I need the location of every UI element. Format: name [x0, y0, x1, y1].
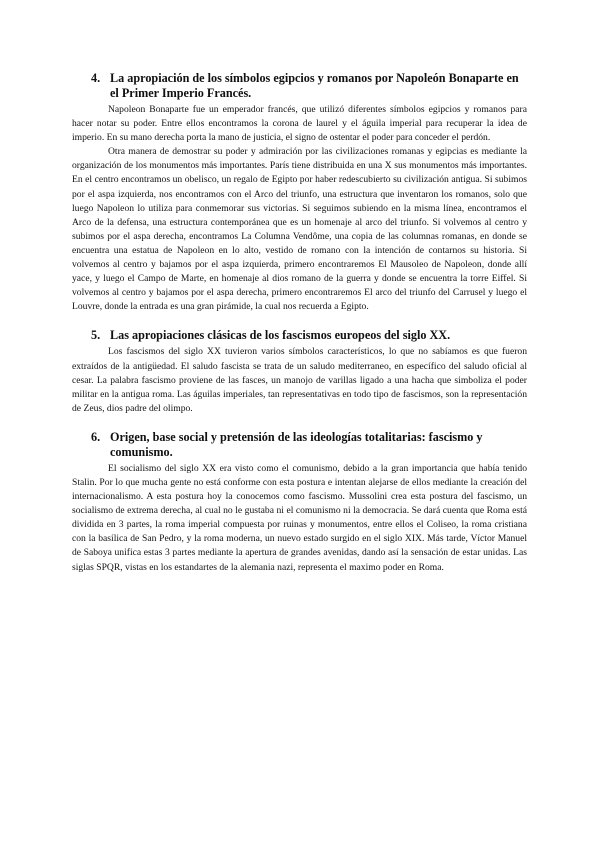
section-number: 5.	[91, 328, 101, 343]
section-number: 6.	[91, 429, 101, 444]
section-title: Las apropiaciones clásicas de los fascismos europeos del siglo XX.	[110, 328, 451, 343]
paragraph: El socialismo del siglo XX era visto como el comunismo, debido a la gran importancia que había tenido Stalin. Por lo que mucha gente no está conforme con esta postura e intentan alejarse de ellos mediante la creación del internacionalismo. A esta postura hoy la conocemos como fascismo. Mussolini crea esta postura del fascismo, un socialismo de extrema derecha, al cual no le gustaba ni el comunismo ni la democracia. Se dará cuenta que Roma está dividida en 3 partes, la roma imperial compuesta por ruinas y monumentos, entre ellos el Coliseo, la roma cristiana con la basílica de San Pedro, y la roma moderna, un nuevo estado surgido en el siglo XIX. Más tarde, Víctor Manuel de Saboya unifica estas 3 partes mediante la apertura de grandes avenidas, dando así la sensación de estar unidas. Las siglas SPQR, vistas en los estandartes de la alemania nazi, representa el maximo poder en Roma.	[72, 462, 527, 573]
section-title: La apropiación de los símbolos egipcios y romanos por Napoleón Bonaparte en el Primer Imperio Francés.	[110, 71, 519, 100]
document-body	[72, 71, 527, 589]
section-heading	[91, 328, 527, 343]
section-6	[72, 430, 527, 575]
paragraph: Napoleon Bonaparte fue un emperador francés, que utilizó diferentes símbolos egipcios y romanos para hacer notar su poder. Entre ellos encontramos la corona de laurel y el águila imperial para recuperar la idea de imperio. En su mano derecha porta la mano de justicia, el signo de ostentar el poder para conceder el perdón.	[72, 104, 527, 144]
paragraph: Los fascismos del siglo XX tuvieron varios símbolos característicos, lo que no sabíamos es que fueron extraídos de la antigüedad. El saludo fascista se trata de un saludo mediterraneo, en específico del saludo oficial al cesar. La palabra fascismo proviene de las fasces, un manojo de varillas ligado a una hacha que simboliza el poder militar en la antigua roma. Las águilas imperiales, tan representativas en todo tipo de fascismos, son la representación de Zeus, dios padre del olimpo.	[72, 346, 527, 414]
section-5	[72, 328, 527, 415]
section-heading	[91, 71, 527, 101]
section-title: Origen, base social y pretensión de las ideologías totalitarias: fascismo y comunismo.	[110, 429, 483, 459]
section-number: 4.	[91, 71, 101, 85]
section-heading	[91, 430, 527, 460]
section-4	[72, 71, 527, 314]
paragraph: Otra manera de demostrar su poder y admiración por las civilizaciones romanas y egipcias es mediante la organización de los monumentos más importantes. París tiene distribuida en una X sus monumentos más importantes. En el centro encontramos un obelisco, un regalo de Egipto por haber redescubierto su civilización antigua. Si subimos por el aspa izquierda, nos encontramos con el Arco del triunfo, una estructura que inventaron los romanos, solo que luego Napoleon lo utiliza para conmemorar sus victorias. Si seguimos subiendo en la misma línea, encontramos el Arco de la defensa, una estructura contemporánea que es un homenaje al arco del triunfo. Si volvemos al centro y subimos por el aspa derecha, encontramos La Columna Vendôme, una copia de las columnas romanas, en donde se encuentra una estatua de Napoleon en lo alto, vestido de romano con la intención de contarnos su historia. Si volvemos al centro y bajamos por el aspa izquierda, primero encontraremos El Mausoleo de Napoleon, donde allí yace, y luego el Campo de Marte, en homenaje al dios romano de la guerra y donde se encuentra la torre Eiffel. Si volvemos al centro y bajamos por el aspa derecha, primero encontraremos El arco del triunfo del Carrusel y luego el Louvre, donde la entrada es una gran pirámide, la cual nos recuerda a Egipto.	[72, 146, 527, 313]
